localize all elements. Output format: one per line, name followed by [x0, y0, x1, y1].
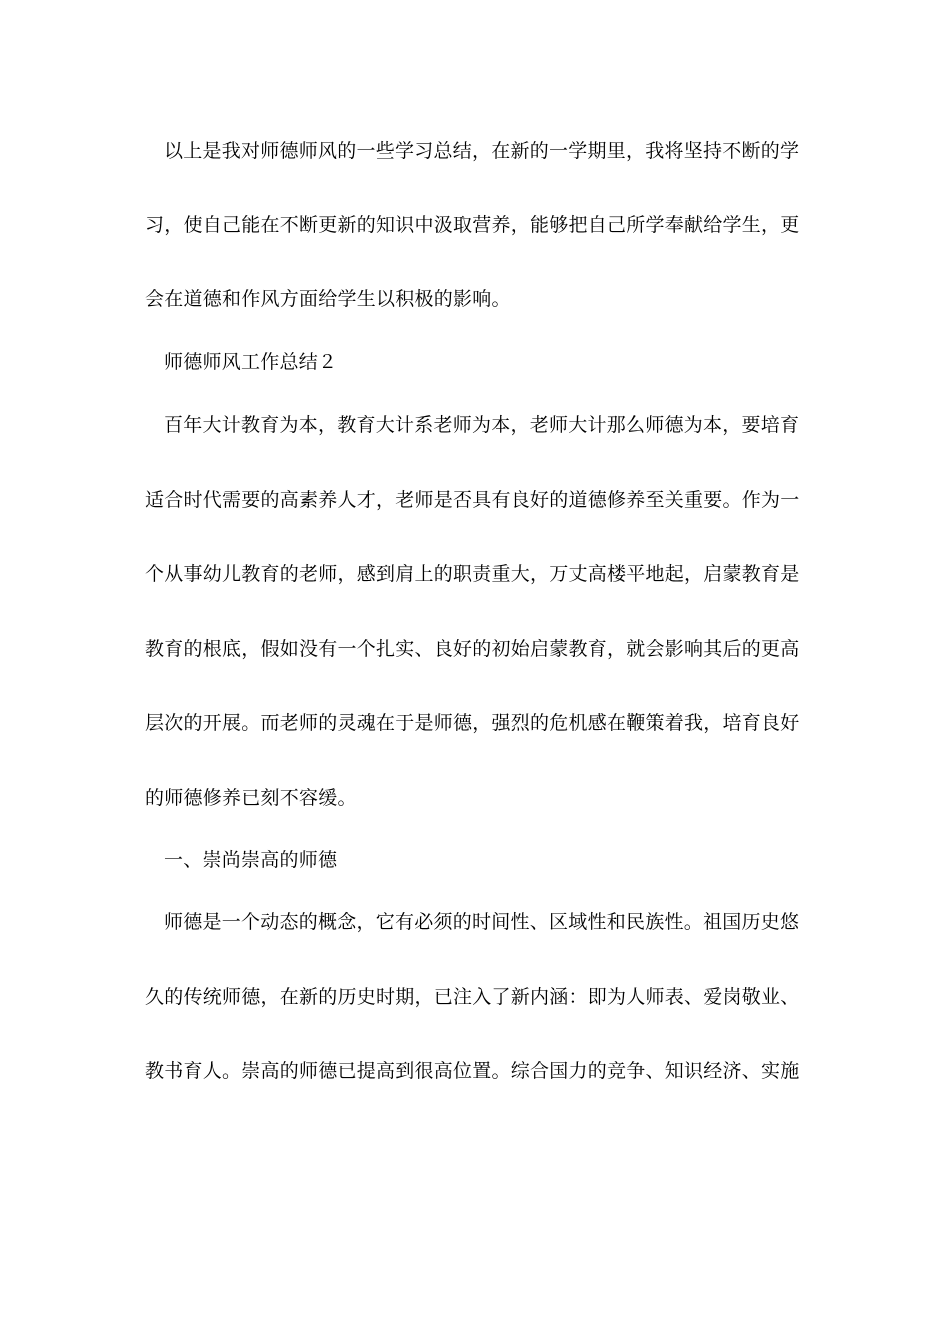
paragraph-2-line-5: 层次的开展。而老师的灵魂在于是师德，强烈的危机感在鞭策着我，培育良好: [145, 712, 800, 734]
paragraph-2-line-3: 个从事幼儿教育的老师，感到肩上的职责重大，万丈高楼平地起，启蒙教育是: [145, 563, 800, 585]
paragraph-1-line-3: 会在道德和作风方面给学生以积极的影响。: [145, 288, 511, 310]
paragraph-2-line-4: 教育的根底，假如没有一个扎实、良好的初始启蒙教育，就会影响其后的更高: [145, 638, 800, 660]
section-title: 师德师风工作总结２: [164, 351, 338, 373]
paragraph-1-line-1: 以上是我对师德师风的一些学习总结，在新的一学期里，我将坚持不断的学: [164, 140, 800, 162]
paragraph-1-line-2: 习，使自己能在不断更新的知识中汲取营养，能够把自己所学奉献给学生，更: [145, 214, 800, 236]
paragraph-3-line-3: 教书育人。崇高的师德已提高到很高位置。综合国力的竞争、知识经济、实施: [145, 1060, 800, 1082]
paragraph-2-line-6: 的师德修养已刻不容缓。: [145, 787, 357, 809]
paragraph-3-line-2: 久的传统师德，在新的历史时期，已注入了新内涵：即为人师表、爱岗敬业、: [145, 986, 800, 1008]
paragraph-3-line-1: 师德是一个动态的概念，它有必须的时间性、区域性和民族性。祖国历史悠: [164, 911, 800, 933]
subsection-heading: 一、崇尚崇高的师德: [164, 849, 338, 871]
paragraph-2-line-1: 百年大计教育为本，教育大计系老师为本，老师大计那么师德为本，要培育: [164, 414, 800, 436]
paragraph-2-line-2: 适合时代需要的高素养人才，老师是否具有良好的道德修养至关重要。作为一: [145, 489, 800, 511]
